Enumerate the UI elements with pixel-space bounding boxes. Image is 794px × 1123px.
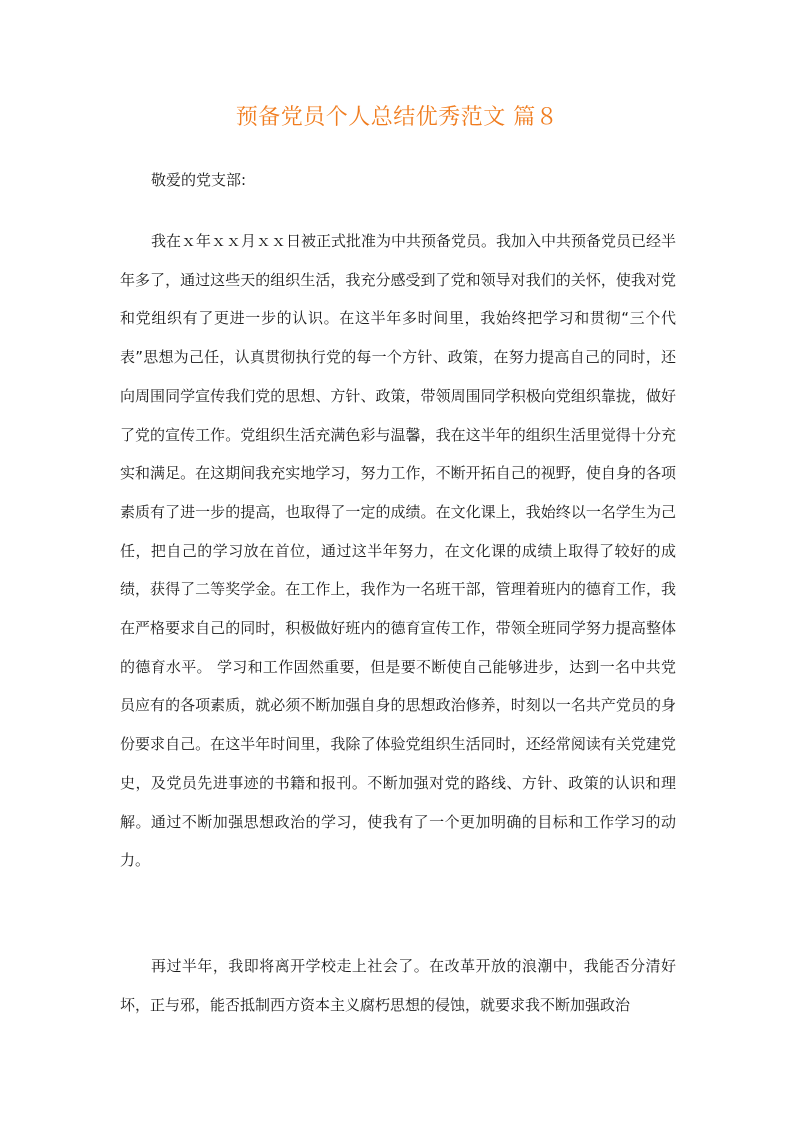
document-title: 预备党员个人总结优秀范文 篇８ [235, 105, 559, 130]
body-paragraph-1: 我在ｘ年ｘｘ月ｘｘ日被正式批准为中共预备党员。我加入中共预备党员已经半年多了，通过这些天的组织生活，我充分感受到了党和领导对我们的关怀，使我对党和党组织有了更进一步的认识。在这半年多时间里，我始终把学习和贯彻“三个代表”思想为己任，认真贯彻执行党的每一个方针、政策，在努力提高自己的同时，还向周围同学宣传我们党的思想、方针、政策，带领周围同学积极向党组织靠拢，做好了党的宣传工作。党组织生活充满色彩与温馨，我在这半年的组织生活里觉得十分充实和满足。在这期间我充实地学习，努力工作，不断开拓自己的视野，使自身的各项素质有了进一步的提高，也取得了一定的成绩。在文化课上，我始终以一名学生为己任，把自己的学习放在首位，通过这半年努力，在文化课的成绩上取得了较好的成绩，获得了二等奖学金。在工作上，我作为一名班干部，管理着班内的德育工作，我在严格要求自己的同时，积极做好班内的德育宣传工作，带领全班同学努力提高整体的德育水平。 学习和工作固然重要，但是要不断使自己能够进步，达到一名中共党员应有的各项素质，就必须不断加强自身的思想政治修养，时刻以一名共产党员的身份要求自己。在这半年时间里，我除了体验党组织生活同时，还经常阅读有关党建党史，及党员先进事迹的书籍和报刊。不断加强对党的路线、方针、政策的认识和理解。通过不断加强思想政治的学习，使我有了一个更加明确的目标和工作学习的动力。 [120, 232, 677, 870]
body-paragraph-2: 再过半年，我即将离开学校走上社会了。在改革开放的浪潮中，我能否分清好坏，正与邪，能否抵制西方资本主义腐朽思想的侵蚀，就要求我不断加强政治 [120, 957, 676, 1014]
salutation: 敬爱的党支部: [151, 171, 247, 189]
